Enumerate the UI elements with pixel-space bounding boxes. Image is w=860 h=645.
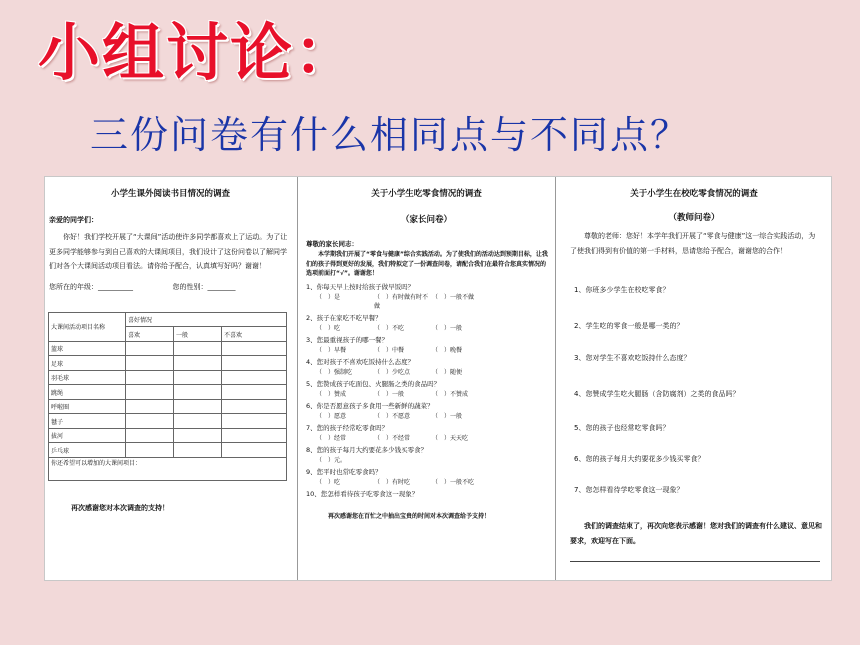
table-col-dislike: 不喜欢 (222, 327, 287, 342)
option-item: （ ）少吃点 (374, 368, 411, 376)
page-subtitle: 三份问卷有什么相同点与不同点？ (90, 113, 691, 157)
answer-line (570, 561, 820, 562)
option-item: （ ）一般 (432, 412, 463, 420)
option-item: （ ）是 (316, 293, 341, 301)
table-row-label: 羽毛球 (49, 370, 126, 385)
question-options (316, 477, 555, 486)
option-item: （ ）赞成 (316, 390, 347, 398)
preference-table (48, 312, 287, 481)
question-options (316, 367, 555, 376)
option-item: （ ）天天吃 (432, 434, 469, 442)
table-row (49, 356, 287, 371)
option-item: （ ）吃 (316, 478, 341, 486)
question-options (316, 455, 555, 464)
option-item: （ ）元。 (316, 456, 347, 464)
survey-closing: 再次感谢您在百忙之中抽出宝贵的时间对本次调查给予支持！ (328, 512, 491, 520)
table-row (49, 341, 287, 356)
table-row (49, 399, 287, 414)
survey-title: 关于小学生吃零食情况的调查 (371, 189, 482, 199)
table-col-neutral: 一般 (174, 327, 222, 342)
table-row (49, 370, 287, 385)
option-item: （ ）一般 (432, 324, 463, 332)
page-title: 小组讨论： (38, 16, 359, 89)
gender-field-label: 您的性别：________ (172, 282, 236, 291)
table-header-item: 大课间活动项目名称 (49, 312, 126, 341)
question-options (316, 323, 555, 332)
question-text: 6、你是否愿意孩子多食用一些新鲜的蔬菜？ (306, 401, 434, 410)
option-item: （ ）不愿意 (374, 412, 411, 420)
question-text: 3、您最重视孩子的哪一餐？ (306, 335, 389, 344)
option-item: （ ）晚餐 (432, 346, 463, 354)
question-item: 6、您的孩子每月大约要花多少钱买零食？ (574, 455, 705, 463)
question-text: 4、您对孩子不喜欢吃饭持什么态度？ (306, 357, 415, 366)
option-item: （ ）愿意 (316, 412, 347, 420)
option-item: （ ）有时做有时不做 (374, 293, 429, 310)
table-header-pref: 喜好情况 (126, 312, 287, 327)
option-item: （ ）中餐 (374, 346, 405, 354)
question-item: 5、您的孩子也经常吃零食吗？ (574, 424, 670, 432)
survey-subtitle: （教师问卷） (668, 213, 720, 223)
table-row-label: 拔河 (49, 428, 126, 443)
option-item: （ ）随便 (432, 368, 463, 376)
table-col-like: 喜欢 (126, 327, 174, 342)
table-row-label: 篮球 (49, 341, 126, 356)
question-item: 3、您对学生不喜欢吃饭持什么态度？ (574, 354, 691, 362)
survey-intro: 尊敬的老师：您好！本学年我们开展了“零食与健康”这一综合实践活动，为了使我们得到有价值的第一手材料，恳请您给予配合，谢谢您的合作！ (570, 232, 816, 255)
question-item: 7、您怎样看待学吃零食这一现象？ (574, 486, 684, 494)
survey-intro: 本学期我们开展了“零食与健康”综合实践活动。为了使我们的活动达到预期目标，让我们的孩子得到更好的发展，我们特拟定了一份调查问卷，请配合我们在最符合您真实情况的选项前面打“√”。谢谢您！ (306, 251, 548, 278)
question-item: 1、你班多少学生在校吃零食？ (574, 286, 670, 294)
question-options (316, 292, 555, 310)
table-row (49, 443, 287, 458)
option-item: （ ）不赞成 (432, 390, 469, 398)
option-item: （ ）早餐 (316, 346, 347, 354)
option-item: （ ）一般不做 (432, 293, 475, 301)
survey-scan (44, 176, 832, 581)
question-text: 10、您怎样看待孩子吃零食这一现象？ (306, 489, 419, 498)
question-text: 9、您平时也常吃零食吗？ (306, 467, 382, 476)
table-extra: 你还希望可以增加的大课间项目： (49, 457, 287, 480)
survey-closing: 我们的调查结束了，再次向您表示感谢！您对我们的调查有什么建议、意见和要求，欢迎写在下面。 (570, 522, 822, 545)
question-options (316, 433, 555, 442)
survey-title: 关于小学生在校吃零食情况的调查 (630, 189, 758, 199)
table-row (49, 428, 287, 443)
survey-intro: 你好！我们学校开展了“大课间”活动使许多同学都喜欢上了运动。为了让更多同学能够参与到自己喜欢的大课间项目，我们设计了这份问卷以了解同学们对各个大课间活动项目看法。请你给予配合，认真填写好吗？谢谢！ (49, 232, 288, 271)
option-item: （ ）经常 (316, 434, 347, 442)
question-text: 5、您赞成孩子吃面包、火腿肠之类的食品吗？ (306, 379, 441, 388)
option-item: （ ）一般不吃 (432, 478, 475, 486)
question-text: 7、您的孩子经常吃零食吗？ (306, 423, 389, 432)
question-text: 2、孩子在家吃不吃早餐？ (306, 313, 382, 322)
option-item: （ ）不吃 (374, 324, 405, 332)
table-row (49, 414, 287, 429)
table-row-label: 跳绳 (49, 385, 126, 400)
table-row-label: 乒乓球 (49, 443, 126, 458)
question-text: 1、你每天早上按时给孩子做早饭吗？ (306, 282, 415, 291)
survey-greeting: 亲爱的同学们： (49, 216, 98, 224)
table-row-label: 呼啦圈 (49, 399, 126, 414)
table-row (49, 385, 287, 400)
question-item: 4、您赞成学生吃火腿肠（含防腐剂）之类的食品吗？ (574, 390, 740, 398)
option-item: （ ）吃 (316, 324, 341, 332)
option-item: （ ）强制吃 (316, 368, 353, 376)
table-row-label: 毽子 (49, 414, 126, 429)
question-item: 2、学生吃的零食一般是哪一类的？ (574, 322, 684, 330)
option-item: （ ）有时吃 (374, 478, 411, 486)
survey-greeting: 尊敬的家长同志： (306, 240, 358, 248)
teacher-survey (555, 177, 832, 580)
table-row-label: 足球 (49, 356, 126, 371)
question-options (316, 411, 555, 420)
parent-survey (297, 177, 555, 580)
option-item: （ ）不经常 (374, 434, 411, 442)
survey-closing: 再次感谢您对本次调查的支持！ (71, 503, 169, 512)
question-list (306, 282, 555, 498)
option-item: （ ）一般 (374, 390, 405, 398)
grade-field-label: 您所在的年级：__________ (49, 282, 133, 291)
student-survey (45, 177, 296, 580)
question-options (316, 389, 555, 398)
survey-subtitle: （家长问卷） (400, 215, 452, 225)
survey-title: 小学生课外阅读书目情况的调查 (110, 189, 230, 199)
question-options (316, 345, 555, 354)
question-text: 8、您的孩子每月大约要花多少钱买零食？ (306, 445, 428, 454)
